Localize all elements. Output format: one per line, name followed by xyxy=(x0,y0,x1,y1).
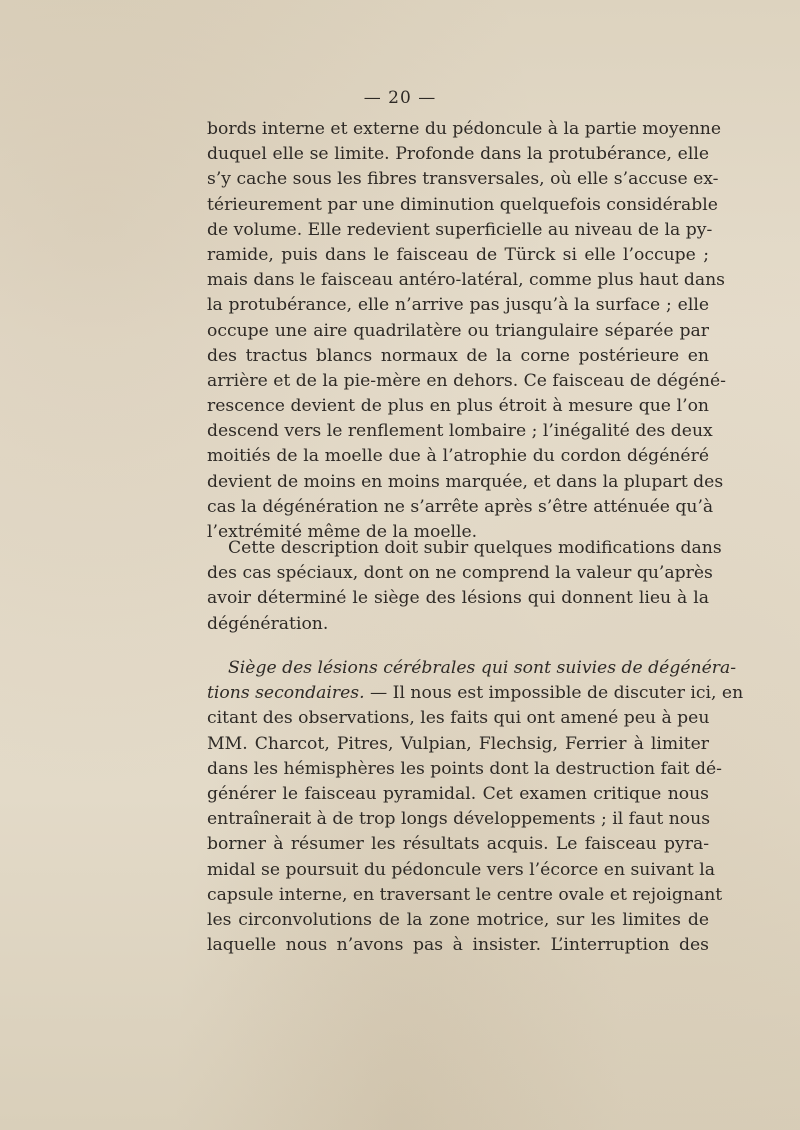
text-line: générer le faisceau pyramidal. Cet examen critique nous xyxy=(207,783,709,804)
text-line: l’extrémité même de la moelle. xyxy=(207,522,478,542)
text-line: descend vers le renflement lombaire ; l’inégalité des deux xyxy=(207,421,713,442)
paragraph-1 xyxy=(207,117,726,545)
text-line: devient de moins en moins marquée, et dans la plupart des xyxy=(207,471,724,492)
text-line: ramide, puis dans le faisceau de Türck si elle l’occupe ; xyxy=(207,244,709,265)
text-line: la protubérance, elle n’arrive pas jusqu’à la surface ; elle xyxy=(207,295,709,316)
heading-continuation: — Il nous est impossible de discuter ici, en xyxy=(364,683,744,704)
text-line: occupe une aire quadrilatère ou triangulaire séparée par xyxy=(207,320,709,341)
text-line: duquel elle se limite. Profonde dans la protubérance, elle xyxy=(207,144,709,165)
text-line: bords interne et externe du pédoncule à la partie moyenne xyxy=(207,119,722,139)
text-line: les circonvolutions de la zone motrice, sur les limites de xyxy=(207,909,709,930)
text-line: dégénération. xyxy=(207,613,329,634)
text-line: des tractus blancs normaux de la corne postérieure en xyxy=(207,345,709,366)
text-line: des cas spéciaux, dont on ne comprend la valeur qu’après xyxy=(207,563,713,584)
text-line: cas la dégénération ne s’arrête après s’être atténuée qu’à xyxy=(207,496,714,517)
text-line: arrière et de la pie-mère en dehors. Ce faisceau de dégéné- xyxy=(207,370,726,391)
text-line: avoir déterminé le siège des lésions qui donnent lieu à la xyxy=(207,588,709,609)
paragraph-2 xyxy=(207,536,722,637)
text-line: Cette description doit subir quelques modifications dans xyxy=(228,538,722,558)
text-line: térieurement par une diminution quelquefois considérable xyxy=(207,194,718,215)
paragraph-3 xyxy=(207,656,744,958)
text-line: MM. Charcot, Pitres, Vulpian, Flechsig, Ferrier à limiter xyxy=(207,733,709,754)
text-line: s’y cache sous les fibres transversales, où elle s’accuse ex- xyxy=(207,169,719,190)
text-line: moitiés de la moelle due à l’atrophie du cordon dégénéré xyxy=(207,446,709,467)
text-line: laquelle nous n’avons pas à insister. L’interruption des xyxy=(207,935,709,956)
text-line: midal se poursuit du pédoncule vers l’écorce en suivant la xyxy=(207,859,716,880)
text-line: citant des observations, les faits qui ont amené peu à peu xyxy=(207,708,710,729)
page-number: — 20 — xyxy=(363,88,437,108)
text-line: capsule interne, en traversant le centre ovale et rejoignant xyxy=(207,884,723,905)
text-line: borner à résumer les résultats acquis. Le faisceau pyra- xyxy=(207,834,709,855)
section-heading: Siège des lésions cérébrales qui sont suivies de dégénéra- xyxy=(228,658,737,678)
text-line: rescence devient de plus en plus étroit à mesure que l’on xyxy=(207,396,709,417)
text-line: mais dans le faisceau antéro-latéral, comme plus haut dans xyxy=(207,270,725,291)
text-line: entraînerait à de trop longs développements ; il faut nous xyxy=(207,809,711,830)
section-heading-end: tions secondaires. xyxy=(207,683,365,704)
text-line xyxy=(207,681,744,706)
text-line: de volume. Elle redevient superficielle au niveau de la py- xyxy=(207,219,713,240)
text-line: dans les hémisphères les points dont la destruction fait dé- xyxy=(207,758,722,779)
